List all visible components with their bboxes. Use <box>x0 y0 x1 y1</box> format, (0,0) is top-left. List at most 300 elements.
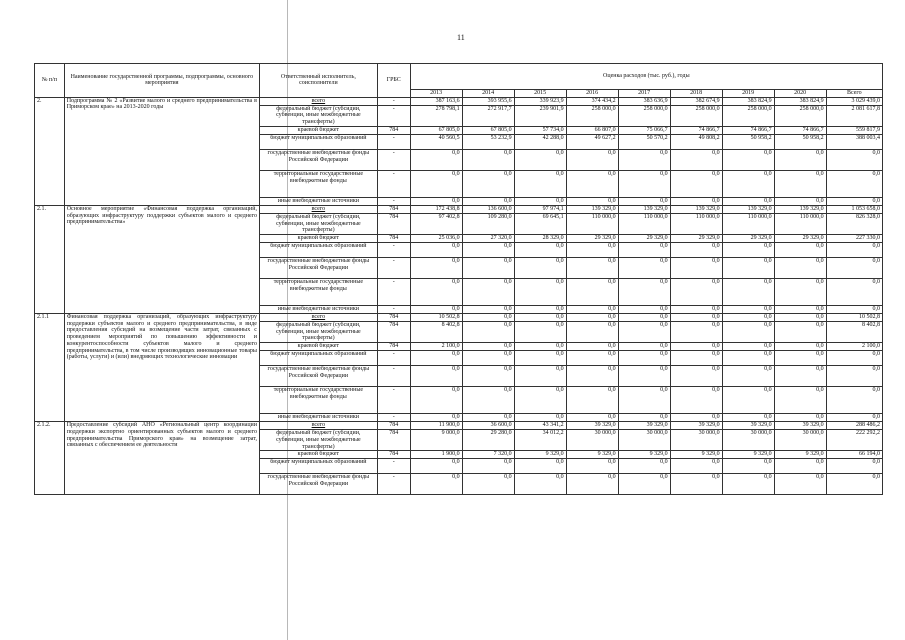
value-total: 0,0 <box>826 306 882 314</box>
funding-source: государственные внебюджетные фонды Российской Федерации <box>259 149 377 170</box>
value-year-2014: 36 600,0 <box>462 422 514 430</box>
value-year-2018: 0,0 <box>670 170 722 197</box>
value-year-2013: 0,0 <box>410 279 462 306</box>
page-number: 11 <box>457 33 465 42</box>
grbs-code: 784 <box>377 451 410 459</box>
value-year-2015: 0,0 <box>514 197 566 205</box>
value-year-2020: 30 000,0 <box>774 430 826 451</box>
value-year-2020: 0,0 <box>774 170 826 197</box>
value-year-2014: 7 320,0 <box>462 451 514 459</box>
value-year-2016: 0,0 <box>566 351 618 366</box>
value-year-2016: 30 000,0 <box>566 430 618 451</box>
grbs-code: - <box>377 351 410 366</box>
value-year-2019: 74 866,7 <box>722 126 774 134</box>
grbs-code: - <box>377 243 410 258</box>
value-year-2015: 34 012,2 <box>514 430 566 451</box>
value-year-2019: 0,0 <box>722 366 774 387</box>
value-year-2014: 0,0 <box>462 258 514 279</box>
grbs-code: - <box>377 387 410 414</box>
value-year-2020: 0,0 <box>774 149 826 170</box>
value-year-2020: 110 000,0 <box>774 213 826 234</box>
funding-source: краевой бюджет <box>259 126 377 134</box>
value-year-2015: 0,0 <box>514 170 566 197</box>
value-year-2013: 387 163,6 <box>410 97 462 105</box>
value-total: 0,0 <box>826 474 882 495</box>
funding-source: всего <box>259 97 377 105</box>
value-year-2013: 10 502,8 <box>410 314 462 322</box>
grbs-code: 784 <box>377 126 410 134</box>
value-year-2014: 272 917,7 <box>462 105 514 126</box>
value-year-2019: 139 329,0 <box>722 205 774 213</box>
table-row <box>35 205 883 213</box>
value-year-2013: 0,0 <box>410 197 462 205</box>
value-year-2013: 2 100,0 <box>410 343 462 351</box>
value-year-2013: 0,0 <box>410 414 462 422</box>
value-year-2015: 0,0 <box>514 351 566 366</box>
value-year-2013: 97 402,8 <box>410 213 462 234</box>
value-year-2018: 0,0 <box>670 366 722 387</box>
value-year-2019: 0,0 <box>722 279 774 306</box>
value-year-2018: 0,0 <box>670 197 722 205</box>
value-year-2018: 0,0 <box>670 351 722 366</box>
value-year-2017: 0,0 <box>618 322 670 343</box>
funding-source: территориальные государственные внебюджетные фонды <box>259 279 377 306</box>
value-year-2013: 0,0 <box>410 366 462 387</box>
value-year-2017: 0,0 <box>618 351 670 366</box>
value-year-2015: 239 901,9 <box>514 105 566 126</box>
value-year-2017: 9 329,0 <box>618 451 670 459</box>
value-total: 0,0 <box>826 366 882 387</box>
value-year-2014: 0,0 <box>462 170 514 197</box>
expense-table <box>34 63 883 495</box>
value-year-2013: 9 000,0 <box>410 430 462 451</box>
header-executor: Ответственный исполнитель, соисполнители <box>259 64 377 98</box>
funding-source: иные внебюджетные источники <box>259 306 377 314</box>
funding-source: территориальные государственные внебюджетные фонды <box>259 170 377 197</box>
value-year-2016: 0,0 <box>566 314 618 322</box>
value-year-2018: 30 000,0 <box>670 430 722 451</box>
value-year-2014: 0,0 <box>462 322 514 343</box>
value-total: 0,0 <box>826 243 882 258</box>
value-year-2013: 11 900,0 <box>410 422 462 430</box>
funding-source: бюджет муниципальных образований <box>259 243 377 258</box>
funding-source: всего <box>259 422 377 430</box>
value-year-2017: 139 329,0 <box>618 205 670 213</box>
header-year-total: Всего <box>826 90 882 98</box>
value-year-2013: 0,0 <box>410 170 462 197</box>
value-year-2013: 8 402,8 <box>410 322 462 343</box>
value-year-2018: 0,0 <box>670 414 722 422</box>
value-year-2018: 0,0 <box>670 322 722 343</box>
value-year-2015: 0,0 <box>514 387 566 414</box>
value-year-2017: 39 329,0 <box>618 422 670 430</box>
value-year-2018: 49 808,2 <box>670 134 722 149</box>
value-year-2013: 0,0 <box>410 258 462 279</box>
value-year-2019: 0,0 <box>722 170 774 197</box>
value-total: 826 328,0 <box>826 213 882 234</box>
funding-source: федеральный бюджет (субсидии, субвенции, иные межбюджетные трансферты) <box>259 105 377 126</box>
grbs-code: - <box>377 279 410 306</box>
value-year-2014: 0,0 <box>462 351 514 366</box>
value-year-2013: 172 438,8 <box>410 205 462 213</box>
value-year-2015: 97 974,1 <box>514 205 566 213</box>
value-year-2015: 69 645,1 <box>514 213 566 234</box>
value-year-2014: 0,0 <box>462 459 514 474</box>
value-year-2019: 0,0 <box>722 351 774 366</box>
header-year-2018: 2018 <box>670 90 722 98</box>
value-year-2018: 0,0 <box>670 258 722 279</box>
value-year-2015: 0,0 <box>514 314 566 322</box>
value-year-2015: 42 288,0 <box>514 134 566 149</box>
value-year-2014: 109 280,0 <box>462 213 514 234</box>
value-year-2015: 57 734,0 <box>514 126 566 134</box>
table-row <box>35 314 883 322</box>
value-year-2014: 0,0 <box>462 387 514 414</box>
value-year-2016: 49 627,2 <box>566 134 618 149</box>
value-year-2018: 110 000,0 <box>670 213 722 234</box>
value-year-2017: 0,0 <box>618 197 670 205</box>
grbs-code: 784 <box>377 430 410 451</box>
value-year-2016: 139 329,0 <box>566 205 618 213</box>
value-year-2017: 0,0 <box>618 243 670 258</box>
value-year-2018: 29 329,0 <box>670 235 722 243</box>
value-year-2016: 0,0 <box>566 387 618 414</box>
grbs-code: 784 <box>377 213 410 234</box>
value-year-2014: 0,0 <box>462 314 514 322</box>
value-year-2017: 0,0 <box>618 170 670 197</box>
value-year-2020: 0,0 <box>774 351 826 366</box>
value-year-2020: 0,0 <box>774 459 826 474</box>
value-year-2014: 0,0 <box>462 343 514 351</box>
value-year-2015: 0,0 <box>514 149 566 170</box>
value-year-2020: 383 824,9 <box>774 97 826 105</box>
grbs-code: 784 <box>377 235 410 243</box>
value-year-2014: 0,0 <box>462 149 514 170</box>
value-year-2019: 383 824,9 <box>722 97 774 105</box>
header-year-2017: 2017 <box>618 90 670 98</box>
value-year-2013: 0,0 <box>410 387 462 414</box>
value-year-2015: 28 329,0 <box>514 235 566 243</box>
value-year-2019: 0,0 <box>722 197 774 205</box>
value-year-2017: 110 000,0 <box>618 213 670 234</box>
value-year-2013: 0,0 <box>410 243 462 258</box>
value-year-2016: 0,0 <box>566 366 618 387</box>
value-year-2016: 0,0 <box>566 322 618 343</box>
value-year-2018: 258 000,0 <box>670 105 722 126</box>
value-year-2019: 0,0 <box>722 414 774 422</box>
value-year-2015: 0,0 <box>514 459 566 474</box>
value-total: 2 081 617,8 <box>826 105 882 126</box>
value-year-2020: 0,0 <box>774 258 826 279</box>
value-year-2016: 0,0 <box>566 197 618 205</box>
value-year-2016: 66 807,0 <box>566 126 618 134</box>
value-year-2019: 0,0 <box>722 314 774 322</box>
value-year-2020: 74 866,7 <box>774 126 826 134</box>
value-year-2019: 39 329,0 <box>722 422 774 430</box>
funding-source: федеральный бюджет (субсидии, субвенции, иные межбюджетные трансферты) <box>259 213 377 234</box>
value-year-2016: 0,0 <box>566 459 618 474</box>
value-total: 8 402,8 <box>826 322 882 343</box>
value-year-2017: 383 636,9 <box>618 97 670 105</box>
value-year-2020: 50 958,2 <box>774 134 826 149</box>
grbs-code: - <box>377 258 410 279</box>
value-year-2013: 40 560,5 <box>410 134 462 149</box>
header-year-2015: 2015 <box>514 90 566 98</box>
header-year-2016: 2016 <box>566 90 618 98</box>
value-year-2019: 9 329,0 <box>722 451 774 459</box>
value-year-2015: 0,0 <box>514 322 566 343</box>
funding-source: всего <box>259 205 377 213</box>
value-year-2017: 0,0 <box>618 387 670 414</box>
value-year-2013: 67 805,0 <box>410 126 462 134</box>
value-year-2017: 0,0 <box>618 279 670 306</box>
value-year-2017: 0,0 <box>618 314 670 322</box>
value-year-2016: 110 000,0 <box>566 213 618 234</box>
value-year-2019: 0,0 <box>722 387 774 414</box>
grbs-code: - <box>377 170 410 197</box>
header-year-2019: 2019 <box>722 90 774 98</box>
value-year-2017: 0,0 <box>618 258 670 279</box>
value-year-2016: 29 329,0 <box>566 235 618 243</box>
table-body <box>35 97 883 495</box>
value-year-2020: 258 000,0 <box>774 105 826 126</box>
header-cost: Оценка расходов (тыс. руб.), годы <box>410 64 882 90</box>
funding-source: федеральный бюджет (субсидии, субвенции, иные межбюджетные трансферты) <box>259 430 377 451</box>
value-year-2020: 0,0 <box>774 366 826 387</box>
value-year-2014: 0,0 <box>462 243 514 258</box>
value-year-2014: 136 600,0 <box>462 205 514 213</box>
value-year-2018: 0,0 <box>670 387 722 414</box>
value-year-2013: 0,0 <box>410 474 462 495</box>
value-year-2018: 0,0 <box>670 474 722 495</box>
value-year-2015: 0,0 <box>514 343 566 351</box>
value-year-2018: 0,0 <box>670 343 722 351</box>
value-total: 559 817,9 <box>826 126 882 134</box>
value-year-2017: 0,0 <box>618 474 670 495</box>
value-total: 2 100,0 <box>826 343 882 351</box>
program-name: Основное мероприятие «Финансовая поддержка организаций, образующих инфраструктуру поддержки субъектов малого и среднего предпринимательства» <box>64 205 259 313</box>
table-row <box>35 97 883 105</box>
value-year-2014: 0,0 <box>462 366 514 387</box>
value-year-2020: 0,0 <box>774 306 826 314</box>
value-year-2015: 0,0 <box>514 243 566 258</box>
grbs-code: 784 <box>377 314 410 322</box>
value-total: 0,0 <box>826 387 882 414</box>
value-year-2017: 30 000,0 <box>618 430 670 451</box>
value-year-2019: 0,0 <box>722 258 774 279</box>
program-name: Подпрограмма № 2 «Развитие малого и среднего предпринимательства в Приморском крае» на 2013-2020 годы <box>64 97 259 205</box>
value-total: 0,0 <box>826 279 882 306</box>
value-year-2018: 0,0 <box>670 243 722 258</box>
value-year-2018: 0,0 <box>670 149 722 170</box>
funding-source: иные внебюджетные источники <box>259 414 377 422</box>
value-year-2015: 0,0 <box>514 414 566 422</box>
row-index: 2.1.2. <box>35 422 65 495</box>
value-year-2017: 0,0 <box>618 149 670 170</box>
funding-source: федеральный бюджет (субсидии, субвенции, иные межбюджетные трансферты) <box>259 322 377 343</box>
value-year-2018: 0,0 <box>670 314 722 322</box>
value-year-2017: 29 329,0 <box>618 235 670 243</box>
value-year-2019: 50 958,2 <box>722 134 774 149</box>
header-year-2013: 2013 <box>410 90 462 98</box>
value-year-2019: 0,0 <box>722 474 774 495</box>
funding-source: государственные внебюджетные фонды Российской Федерации <box>259 258 377 279</box>
value-year-2019: 29 329,0 <box>722 235 774 243</box>
value-year-2017: 0,0 <box>618 306 670 314</box>
value-year-2017: 0,0 <box>618 343 670 351</box>
value-year-2017: 0,0 <box>618 459 670 474</box>
value-year-2020: 0,0 <box>774 314 826 322</box>
value-year-2018: 0,0 <box>670 306 722 314</box>
row-index: 2. <box>35 97 65 205</box>
value-year-2015: 0,0 <box>514 366 566 387</box>
funding-source: территориальные государственные внебюджетные фонды <box>259 387 377 414</box>
value-year-2018: 382 674,9 <box>670 97 722 105</box>
value-year-2020: 0,0 <box>774 279 826 306</box>
value-year-2016: 9 329,0 <box>566 451 618 459</box>
funding-source: краевой бюджет <box>259 451 377 459</box>
funding-source: краевой бюджет <box>259 235 377 243</box>
value-total: 0,0 <box>826 197 882 205</box>
value-year-2018: 0,0 <box>670 279 722 306</box>
value-year-2019: 0,0 <box>722 306 774 314</box>
value-year-2013: 0,0 <box>410 459 462 474</box>
value-year-2016: 0,0 <box>566 170 618 197</box>
row-index: 2.1. <box>35 205 65 313</box>
value-year-2013: 0,0 <box>410 351 462 366</box>
value-year-2015: 339 923,9 <box>514 97 566 105</box>
value-total: 3 029 439,0 <box>826 97 882 105</box>
value-year-2020: 0,0 <box>774 197 826 205</box>
funding-source: государственные внебюджетные фонды Российской Федерации <box>259 474 377 495</box>
header-grbs: ГРБС <box>377 64 410 98</box>
value-year-2017: 0,0 <box>618 366 670 387</box>
table-row <box>35 422 883 430</box>
value-year-2016: 0,0 <box>566 258 618 279</box>
value-year-2019: 0,0 <box>722 459 774 474</box>
value-total: 227 330,0 <box>826 235 882 243</box>
value-year-2014: 0,0 <box>462 279 514 306</box>
value-year-2014: 29 280,0 <box>462 430 514 451</box>
funding-source: государственные внебюджетные фонды Российской Федерации <box>259 366 377 387</box>
value-year-2016: 0,0 <box>566 149 618 170</box>
value-year-2014: 0,0 <box>462 474 514 495</box>
grbs-code: - <box>377 474 410 495</box>
funding-source: бюджет муниципальных образований <box>259 459 377 474</box>
value-total: 0,0 <box>826 258 882 279</box>
funding-source: всего <box>259 314 377 322</box>
value-year-2015: 43 341,2 <box>514 422 566 430</box>
value-total: 66 194,0 <box>826 451 882 459</box>
header-year-2014: 2014 <box>462 90 514 98</box>
value-year-2020: 39 329,0 <box>774 422 826 430</box>
value-total: 222 292,2 <box>826 430 882 451</box>
funding-source: бюджет муниципальных образований <box>259 134 377 149</box>
value-year-2020: 0,0 <box>774 343 826 351</box>
grbs-code: 784 <box>377 322 410 343</box>
grbs-code: - <box>377 459 410 474</box>
value-year-2020: 29 329,0 <box>774 235 826 243</box>
header-name: Наименование государственной программы, подпрограммы, основного мероприятия <box>64 64 259 98</box>
funding-source: краевой бюджет <box>259 343 377 351</box>
program-name: Финансовая поддержка организаций, образующих инфраструктуру поддержки субъектов малого и среднего предпринимательства, в виде предоставления субсидий на возмещение части затрат, связанных с проведением мероприятий по повышению эффективности и конкурентоспособности субъектов малого и среднего предпринимательства, в том числе производящих инновационные товары (работы, услуги) и (или) внедряющих технологические инновации <box>64 314 259 422</box>
value-year-2014: 393 955,6 <box>462 97 514 105</box>
value-year-2019: 258 000,0 <box>722 105 774 126</box>
value-total: 0,0 <box>826 459 882 474</box>
value-year-2020: 0,0 <box>774 414 826 422</box>
value-year-2016: 374 434,2 <box>566 97 618 105</box>
value-year-2016: 258 000,0 <box>566 105 618 126</box>
grbs-code: - <box>377 149 410 170</box>
grbs-code: - <box>377 97 410 105</box>
value-year-2015: 0,0 <box>514 474 566 495</box>
value-total: 288 486,2 <box>826 422 882 430</box>
grbs-code: - <box>377 414 410 422</box>
grbs-code: 784 <box>377 422 410 430</box>
value-total: 1 053 658,0 <box>826 205 882 213</box>
value-year-2018: 9 329,0 <box>670 451 722 459</box>
value-year-2020: 9 329,0 <box>774 451 826 459</box>
value-year-2017: 50 570,2 <box>618 134 670 149</box>
value-year-2019: 0,0 <box>722 149 774 170</box>
value-year-2015: 0,0 <box>514 279 566 306</box>
program-name: Предоставление субсидий АНО «Региональный центр координации поддержки экспортно ориентированных субъектов малого и среднего предпринимательства Приморского края» на возмещение затрат, связанных с обеспечением ее деятельности <box>64 422 259 495</box>
value-year-2014: 67 805,0 <box>462 126 514 134</box>
value-year-2014: 0,0 <box>462 197 514 205</box>
value-year-2019: 0,0 <box>722 343 774 351</box>
value-year-2018: 139 329,0 <box>670 205 722 213</box>
value-year-2016: 39 329,0 <box>566 422 618 430</box>
grbs-code: - <box>377 306 410 314</box>
value-year-2019: 110 000,0 <box>722 213 774 234</box>
value-year-2018: 74 866,7 <box>670 126 722 134</box>
value-year-2020: 139 329,0 <box>774 205 826 213</box>
value-year-2016: 0,0 <box>566 243 618 258</box>
grbs-code: - <box>377 197 410 205</box>
grbs-code: - <box>377 105 410 126</box>
header-year-2020: 2020 <box>774 90 826 98</box>
value-year-2019: 0,0 <box>722 322 774 343</box>
value-year-2013: 278 798,1 <box>410 105 462 126</box>
value-year-2016: 0,0 <box>566 414 618 422</box>
value-total: 388 003,4 <box>826 134 882 149</box>
grbs-code: - <box>377 366 410 387</box>
value-year-2020: 0,0 <box>774 243 826 258</box>
row-index: 2.1.1 <box>35 314 65 422</box>
value-year-2016: 0,0 <box>566 343 618 351</box>
value-year-2020: 0,0 <box>774 474 826 495</box>
grbs-code: 784 <box>377 343 410 351</box>
value-year-2014: 27 320,0 <box>462 235 514 243</box>
value-total: 0,0 <box>826 170 882 197</box>
value-year-2018: 39 329,0 <box>670 422 722 430</box>
value-year-2016: 0,0 <box>566 279 618 306</box>
value-year-2018: 0,0 <box>670 459 722 474</box>
value-year-2013: 1 900,0 <box>410 451 462 459</box>
value-total: 0,0 <box>826 149 882 170</box>
value-year-2017: 0,0 <box>618 414 670 422</box>
value-year-2013: 0,0 <box>410 306 462 314</box>
value-year-2013: 25 036,0 <box>410 235 462 243</box>
value-year-2015: 9 329,0 <box>514 451 566 459</box>
value-year-2020: 0,0 <box>774 387 826 414</box>
funding-source: бюджет муниципальных образований <box>259 351 377 366</box>
value-total: 10 502,8 <box>826 314 882 322</box>
value-year-2014: 0,0 <box>462 306 514 314</box>
value-year-2015: 0,0 <box>514 306 566 314</box>
value-year-2019: 30 000,0 <box>722 430 774 451</box>
grbs-code: 784 <box>377 205 410 213</box>
